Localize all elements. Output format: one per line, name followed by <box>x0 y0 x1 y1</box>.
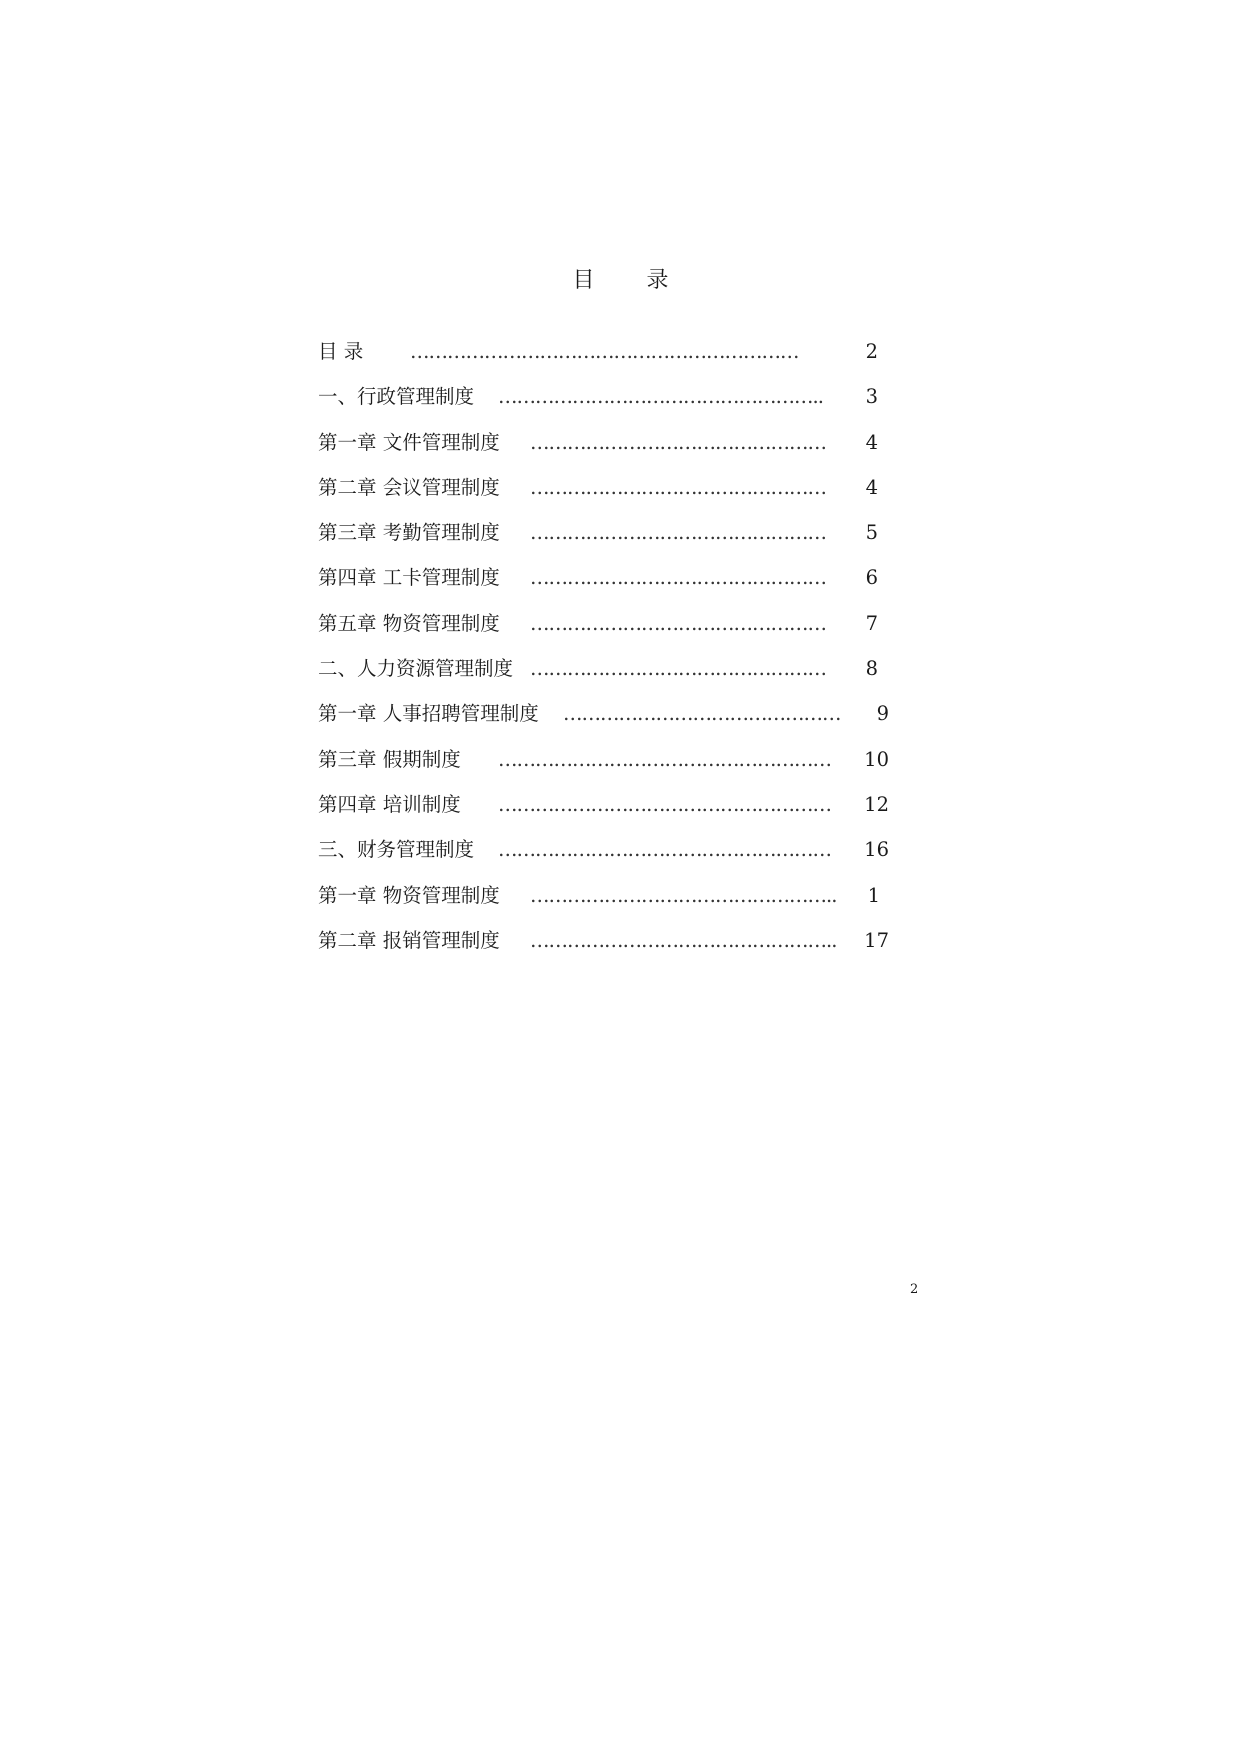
toc-leader-dots: ……………………………………………… <box>498 792 831 816</box>
toc-leader-dots: ………………………………………… <box>530 475 826 499</box>
toc-entry-hr-ch4[interactable] <box>318 789 923 834</box>
page-number: 2 <box>910 1282 919 1297</box>
toc-entry-page: 7 <box>865 611 878 635</box>
toc-leader-dots: ………………………………………… <box>530 430 826 454</box>
toc-leader-dots: ……………………………………………… <box>498 747 831 771</box>
toc-leader-dots: ………………………………………… <box>530 657 826 681</box>
toc-leader-dots: ……………………………………………… <box>498 838 831 862</box>
toc-entry-page: 8 <box>865 657 878 681</box>
toc-entry-page: 6 <box>865 566 878 590</box>
toc-entry-page: 9 <box>876 702 889 726</box>
toc-entry-finance-ch2[interactable] <box>318 925 923 970</box>
toc-leader-dots: ………………………………………… <box>530 566 826 590</box>
toc-leader-dots: ……………………………………… <box>563 702 841 726</box>
toc-entry-label: 三、财务管理制度 <box>318 838 475 862</box>
toc-entry-label: 第五章 物资管理制度 <box>318 611 500 635</box>
toc-entry-label: 第三章 考勤管理制度 <box>318 521 500 545</box>
toc-entry-finance[interactable] <box>318 834 923 879</box>
toc-entry-label: 第一章 人事招聘管理制度 <box>318 702 539 726</box>
toc-leader-dots: …………………………………………….. <box>498 385 823 409</box>
toc-entry-admin[interactable] <box>318 381 923 426</box>
toc-entry-page: 4 <box>865 475 878 499</box>
toc-leader-dots: ………………………………………… <box>530 521 826 545</box>
toc-entry-finance-ch1[interactable] <box>318 880 923 925</box>
toc-entry-hr[interactable] <box>318 653 923 698</box>
toc-entry-page: 1 <box>867 883 880 907</box>
toc-entry-label: 目 录 <box>318 340 364 363</box>
toc-entry-label: 第四章 工卡管理制度 <box>318 566 500 590</box>
toc-entry-page: 2 <box>865 340 878 363</box>
toc-entry-admin-ch1[interactable] <box>318 427 923 472</box>
toc-entry-hr-ch3[interactable] <box>318 744 923 789</box>
toc-entry-label: 二、人力资源管理制度 <box>318 657 514 681</box>
toc-entry-label: 第四章 培训制度 <box>318 792 461 816</box>
toc-entry-admin-ch3[interactable] <box>318 517 923 562</box>
toc-entry-label: 第二章 会议管理制度 <box>318 475 500 499</box>
toc-leader-dots: ………………………………………… <box>530 611 826 635</box>
toc-entry-label: 第二章 报销管理制度 <box>318 928 500 952</box>
toc-entry-page: 5 <box>865 521 878 545</box>
toc-leader-dots: ………………………………………….. <box>530 883 837 907</box>
toc-entry-page: 16 <box>864 838 889 862</box>
toc-title-char-1: 目 <box>572 268 595 293</box>
toc-title <box>0 266 1241 296</box>
toc-entry-label: 一、行政管理制度 <box>318 385 475 409</box>
toc-entry-label: 第一章 文件管理制度 <box>318 430 500 454</box>
toc-entry-admin-ch4[interactable] <box>318 562 923 607</box>
toc-entry-page: 17 <box>864 928 889 952</box>
toc-entry-admin-ch5[interactable] <box>318 608 923 653</box>
toc-entry-page: 3 <box>865 385 878 409</box>
toc-entry-page: 10 <box>864 747 889 771</box>
toc-entry-page: 4 <box>865 430 878 454</box>
toc-entry-label: 第三章 假期制度 <box>318 747 461 771</box>
toc-entry-contents[interactable] <box>318 336 923 381</box>
toc-entry-admin-ch2[interactable] <box>318 472 923 517</box>
table-of-contents <box>318 336 923 970</box>
toc-title-char-2: 录 <box>646 268 669 293</box>
toc-entry-label: 第一章 物资管理制度 <box>318 883 500 907</box>
toc-entry-hr-ch1[interactable] <box>318 698 923 743</box>
toc-leader-dots: ………………………………………….. <box>530 928 837 952</box>
toc-leader-dots: ……………………………………………………… <box>410 340 799 363</box>
toc-entry-page: 12 <box>864 792 889 816</box>
